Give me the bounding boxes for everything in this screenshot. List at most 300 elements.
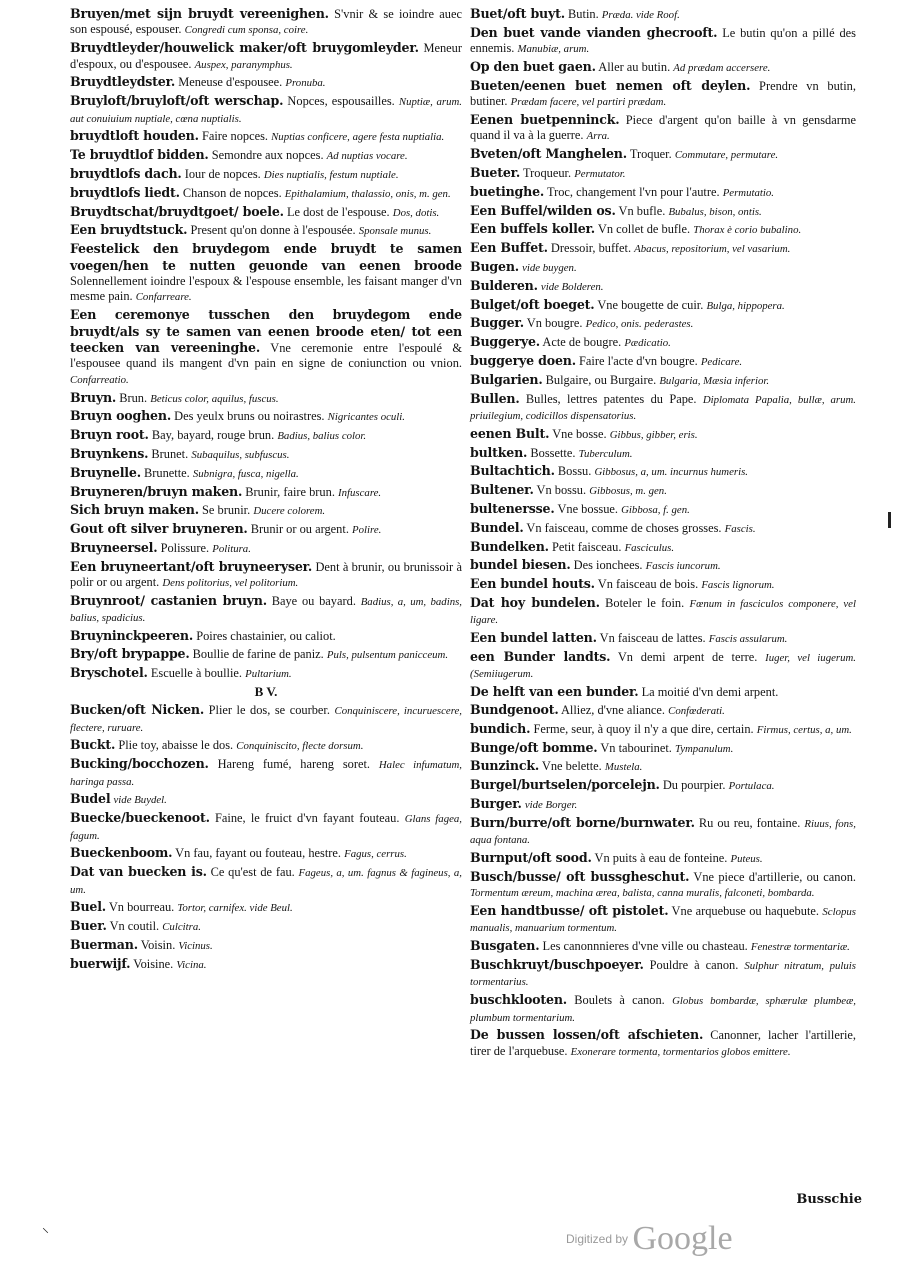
latin-gloss: Commutare, permutare. <box>674 149 779 162</box>
french-gloss: Vne bossue. <box>557 501 619 516</box>
dictionary-entry <box>70 791 462 808</box>
french-gloss: Canonner, lacher l'artillerie, tirer de l'arquebuse. <box>470 1028 856 1058</box>
french-gloss: Meneuse d'espousee. <box>178 75 283 90</box>
latin-gloss: Tortor, carnifex. vide Beul. <box>177 902 293 915</box>
french-gloss: Bulgaire, ou Burgaire. <box>545 372 657 387</box>
dictionary-entry <box>70 937 462 954</box>
french-gloss: Vn bougre. <box>526 316 583 331</box>
french-gloss: Ce qu'est de fau. <box>210 865 295 880</box>
latin-gloss: Nuptias conficere, agere festa nuptialia. <box>271 131 445 144</box>
headword: Buer. <box>70 918 107 934</box>
french-gloss: Les canonnnieres d'vne ville ou chasteau. <box>542 939 748 954</box>
french-gloss: Semondre aux nopces. <box>211 148 324 163</box>
latin-gloss: Firmus, certus, a, um. <box>756 723 852 736</box>
latin-gloss: Glans fagea, fagum. <box>70 813 462 842</box>
french-gloss: Se brunir. <box>202 503 251 518</box>
french-gloss: Du pourpier. <box>662 778 726 793</box>
french-gloss: Piece d'argent qu'on baille à vn gensdarme quand il va à la guerre. <box>470 113 856 143</box>
headword: Bucken/oft Nicken. <box>70 702 205 718</box>
latin-gloss: Conquiniscito, flecte dorsum. <box>236 740 364 753</box>
headword: Bugen. <box>470 258 519 274</box>
french-gloss: Bulles, lettres patentes du Pape. <box>525 391 697 406</box>
french-gloss: Pouldre à canon. <box>649 957 739 972</box>
dictionary-entry <box>470 721 856 738</box>
french-gloss: Brunir or ou argent. <box>250 522 349 537</box>
headword: bundich. <box>470 720 531 736</box>
catchword: Busschie <box>796 1192 862 1207</box>
french-gloss: Troc, changement l'vn pour l'autre. <box>546 184 720 199</box>
headword: Bundgenoot. <box>470 701 559 717</box>
dictionary-entry <box>470 112 856 145</box>
dictionary-entry <box>470 203 856 220</box>
french-gloss: Des ionchees. <box>573 558 643 573</box>
headword: Bruyn. <box>70 389 117 405</box>
headword: Bruyen/met sijn bruydt vereenighen. <box>70 6 329 21</box>
latin-gloss: Confarreatio. <box>70 373 129 386</box>
latin-gloss: Badius, a, um, badins, balius, spadicius. <box>70 596 462 625</box>
headword: Budel <box>70 791 111 807</box>
headword: Buet/oft buyt. <box>470 6 565 21</box>
latin-gloss: Thorax è corio bubalino. <box>693 224 802 237</box>
latin-gloss: Congredi cum sponsa, coire. <box>184 24 309 37</box>
dictionary-entry <box>70 166 462 183</box>
latin-gloss: Abacus, repositorium, vel vasarium. <box>634 243 791 256</box>
french-gloss: Faire nopces. <box>201 129 268 144</box>
french-gloss: Vn bufle. <box>618 203 666 218</box>
headword: Burger. <box>470 795 522 811</box>
french-gloss: Boteler le foin. <box>605 595 685 610</box>
dictionary-entry <box>470 372 856 389</box>
french-gloss: Polissure. <box>160 541 210 555</box>
dictionary-entry <box>70 427 462 444</box>
latin-gloss: Prædam facere, vel partiri prædam. <box>510 96 667 109</box>
latin-gloss: Infuscare. <box>338 486 382 499</box>
latin-gloss: Pedicare. <box>700 355 743 368</box>
dictionary-entry <box>70 465 462 482</box>
french-gloss: Vn fau, fayant ou fouteau, hestre. <box>175 846 342 861</box>
headword: bruydtlofs liedt. <box>70 184 180 200</box>
french-gloss: Vn bourreau. <box>108 900 175 915</box>
dictionary-entry <box>470 777 856 794</box>
latin-gloss: Diplomata Papalia, bullæ, arum. priuilegium, codicillos dispensatorius. <box>470 393 856 422</box>
french-gloss: Hareng fumé, hareng soret. <box>217 757 371 772</box>
latin-gloss: Pedico, onis. pederastes. <box>585 318 694 331</box>
dictionary-entry <box>70 899 462 916</box>
latin-gloss: Puteus. <box>730 852 763 865</box>
latin-gloss: Ducere colorem. <box>253 505 326 518</box>
headword: Bulgarien. <box>470 371 543 387</box>
dictionary-entry <box>70 40 462 73</box>
french-gloss: Faire l'acte d'vn bougre. <box>579 353 698 368</box>
french-gloss: Vn faisceau de bois. <box>597 577 699 592</box>
french-gloss: Voisine. <box>133 956 174 971</box>
latin-gloss: Dens politorius, vel politorium. <box>162 577 299 590</box>
french-gloss: Present qu'on donne à l'espousée. <box>190 223 356 238</box>
headword: Bruyloft/bruyloft/oft werschap. <box>70 93 284 109</box>
french-gloss: Prendre vn butin, butiner. <box>470 78 856 109</box>
dictionary-entry <box>470 649 856 683</box>
dictionary-entry <box>70 702 462 736</box>
dictionary-entry <box>70 6 462 39</box>
latin-gloss: Tympanulum. <box>675 742 734 755</box>
dictionary-entry <box>470 595 856 629</box>
dictionary-entry <box>470 278 856 295</box>
dictionary-entry <box>470 740 856 757</box>
french-gloss: Bay, bayard, rouge brun. <box>151 428 275 443</box>
headword: Bruydtleydster. <box>70 74 176 90</box>
headword: Sich bruyn maken. <box>70 502 199 518</box>
headword: buerwijf. <box>70 955 131 971</box>
dictionary-entry <box>470 259 856 276</box>
french-gloss: Ferme, seur, à quoy il n'y a que dire, certain. <box>533 721 754 736</box>
french-gloss: Vn puits à eau de fonteine. <box>594 850 728 865</box>
dictionary-entry <box>70 446 462 463</box>
latin-gloss: Dos, dotis. <box>392 206 440 219</box>
french-gloss: Vn demi arpent de terre. <box>617 649 758 664</box>
dictionary-entry <box>70 956 462 973</box>
french-gloss: Vne arquebuse ou haquebute. <box>671 903 819 918</box>
dictionary-entry <box>70 128 462 145</box>
dictionary-entry <box>470 315 856 332</box>
french-gloss: Nopces, espousailles. <box>287 94 395 109</box>
dictionary-entry <box>70 593 462 627</box>
headword: Bruynelle. <box>70 464 141 480</box>
latin-gloss: Gibbosus, a, um. incurnus humeris. <box>594 466 748 479</box>
latin-gloss: Pronuba. <box>285 77 326 90</box>
latin-gloss: vide Buydel. <box>113 794 167 807</box>
dictionary-entry <box>70 93 462 127</box>
headword: Buschkruyt/buschpoeyer. <box>470 956 644 972</box>
dictionary-entry <box>470 146 856 163</box>
latin-gloss: Epithalamium, thalassio, onis, m. gen. <box>284 187 451 200</box>
headword: buschklooten. <box>470 992 567 1008</box>
latin-gloss: Badius, balius color. <box>277 430 367 443</box>
dictionary-entry <box>70 540 462 557</box>
headword: Een bruyneertant/oft bruyneeryser. <box>70 558 313 574</box>
headword: De bussen lossen/oft afschieten. <box>470 1027 704 1043</box>
latin-gloss: Nigricantes oculi. <box>327 411 405 424</box>
dictionary-entry <box>470 297 856 314</box>
dictionary-entry <box>470 630 856 647</box>
headword: Buckt. <box>70 737 116 753</box>
french-gloss: Chanson de nopces. <box>182 185 282 200</box>
latin-gloss: Fœnum in fasciculos componere, vel ligare. <box>470 597 856 627</box>
dictionary-entry <box>70 756 462 790</box>
french-gloss: S'vnir & se ioindre auec son espousé, espouser. <box>70 7 462 37</box>
dictionary-entry <box>70 559 462 592</box>
latin-gloss: Præda. vide Roof. <box>601 9 680 21</box>
dictionary-entry <box>470 684 856 700</box>
latin-gloss: Puls, pulsentum panicceum. <box>326 649 449 661</box>
latin-gloss: Subaquilus, subfuscus. <box>191 449 290 462</box>
dictionary-entry <box>470 445 856 462</box>
latin-gloss: vide Bolderen. <box>540 280 604 293</box>
dictionary-entry <box>470 78 856 111</box>
dictionary-entry <box>470 520 856 537</box>
french-gloss: Vn collet de bufle. <box>597 222 691 237</box>
dictionary-entry <box>470 59 856 76</box>
french-gloss: Boulets à canon. <box>574 993 665 1008</box>
headword: Dat hoy bundelen. <box>470 594 600 610</box>
headword: Een ceremonye tusschen den bruydegom ende bruydt/als sy te samen van eenen broode eten/ tot een teecken van vereeninghe. <box>70 307 462 356</box>
french-gloss: Faine, le fruict d'vn fayant fouteau. <box>214 811 400 826</box>
headword: Burnput/oft sood. <box>470 849 592 865</box>
digitized-by-label: Digitized by <box>566 1232 629 1246</box>
headword: Bruynroot/ castanien bruyn. <box>70 593 267 608</box>
headword: Bruynkens. <box>70 446 149 462</box>
dictionary-entry <box>470 796 856 813</box>
headword: Buecke/bueckenoot. <box>70 810 210 826</box>
latin-gloss: Portulaca. <box>728 780 775 793</box>
french-gloss: Aller au butin. <box>598 60 671 74</box>
headword: bruydtlofs dach. <box>70 166 182 181</box>
latin-gloss: vide Borger. <box>524 798 578 811</box>
headword: Bultachtich. <box>470 463 555 479</box>
headword: bundel biesen. <box>470 557 571 573</box>
dictionary-entry <box>470 758 856 775</box>
latin-gloss: Beticus color, aquilus, fuscus. <box>150 392 279 405</box>
latin-gloss: Iuger, vel iugerum. (Semiiugerum. <box>470 651 856 681</box>
headword: Bueckenboom. <box>70 845 173 861</box>
dictionary-entry <box>70 845 462 862</box>
latin-gloss: Fascis. <box>724 522 756 535</box>
french-gloss: Alliez, d'vne aliance. <box>560 702 666 717</box>
latin-gloss: Conquiniscere, incuruescere, flectere, ruruare. <box>70 705 462 734</box>
dictionary-entry <box>470 221 856 238</box>
headword: Den buet vande vianden ghecrooft. <box>470 24 718 40</box>
french-gloss: Plier le dos, se courber. <box>208 703 330 718</box>
latin-gloss: Fascis lignorum. <box>701 579 775 592</box>
dictionary-entry <box>470 334 856 351</box>
latin-gloss: Pædicatio. <box>624 337 671 350</box>
headword: Een bundel latten. <box>470 630 597 646</box>
latin-gloss: Dies nuptialis, festum nuptiale. <box>263 169 399 181</box>
headword: Bry/oft brypappe. <box>70 646 190 661</box>
latin-gloss: Fasciculus. <box>624 541 675 554</box>
dictionary-entry <box>70 810 462 844</box>
headword: Een buffels koller. <box>470 221 595 237</box>
latin-gloss: Fenestræ tormentariæ. <box>750 941 850 954</box>
headword: Een bruydtstuck. <box>70 222 188 238</box>
french-gloss: Vne belette. <box>541 759 602 774</box>
headword: Bulget/oft boeget. <box>470 296 595 312</box>
headword: een Bunder landts. <box>470 648 611 664</box>
latin-gloss: Halec infumatum, haringa passa. <box>70 759 462 788</box>
latin-gloss: Tormentum æreum, machina ærea, balista, canna muralis, falconeti, bombarda. <box>470 887 815 900</box>
latin-gloss: Permutator. <box>574 168 626 180</box>
margin-mark-icon <box>888 512 891 528</box>
right-column <box>470 6 856 1062</box>
headword: Bueter. <box>470 165 521 180</box>
latin-gloss: Mustela. <box>604 761 643 774</box>
french-gloss: Le butin qu'on a pillé des ennemis. <box>470 25 856 56</box>
headword: Bulderen. <box>470 277 538 293</box>
dictionary-entry <box>470 938 856 955</box>
latin-gloss: Culcitra. <box>162 921 201 934</box>
french-gloss: Baye ou bayard. <box>271 594 356 608</box>
french-gloss: Voisin. <box>140 938 176 952</box>
french-gloss: Brunet. <box>151 447 189 462</box>
dictionary-entry <box>70 484 462 501</box>
french-gloss: Vne ceremonie entre l'espoulé & l'espousee quand ils mangent d'vn pain en signe de coniunction ou vnion. <box>70 341 463 371</box>
dictionary-entry <box>470 1027 856 1060</box>
headword: Eenen buetpenninck. <box>470 112 620 127</box>
french-gloss: Brunir, faire brun. <box>245 484 335 499</box>
dictionary-entry <box>70 502 462 519</box>
latin-gloss: Riuus, fons, aqua fontana. <box>470 817 856 847</box>
headword: Bundelken. <box>470 538 549 554</box>
french-gloss: Dressoir, buffet. <box>550 241 632 256</box>
dictionary-entry <box>470 463 856 480</box>
dictionary-entry <box>470 850 856 867</box>
latin-gloss: Permutatio. <box>722 186 774 199</box>
latin-gloss: Bulgaria, Mæsia inferior. <box>659 374 770 387</box>
latin-gloss: Vicina. <box>176 958 207 971</box>
dictionary-entry <box>470 557 856 574</box>
headword: Bullen. <box>470 390 520 406</box>
latin-gloss: Nuptiæ, arum. aut conuiuium nuptiale, cœna nuptialis. <box>70 96 462 125</box>
headword: Buggerye. <box>470 334 540 350</box>
dictionary-entry <box>470 576 856 593</box>
french-gloss: Vn tabourinet. <box>600 740 672 755</box>
french-gloss: Vn coutil. <box>109 919 160 934</box>
dictionary-entry <box>70 646 462 663</box>
latin-gloss: vide buygen. <box>522 261 577 274</box>
headword: Busch/busse/ oft bussgheschut. <box>470 868 690 884</box>
latin-gloss: Sponsale munus. <box>358 225 432 238</box>
headword: Feestelick den bruydegom ende bruydt te samen voegen/hen te nutten geuonde van eenen broode <box>70 241 462 273</box>
headword: Bruydtleyder/houwelick maker/oft bruygomleyder. <box>70 40 419 56</box>
latin-gloss: Confœderati. <box>668 704 725 717</box>
headword: Buel. <box>70 899 106 915</box>
dictionary-entry <box>470 903 856 937</box>
latin-gloss: Fageus, a, um. fagnus & fagineus, a, um. <box>70 867 462 896</box>
latin-gloss: Manubiæ, arum. <box>517 43 590 56</box>
headword: Dat van buecken is. <box>70 864 207 880</box>
dictionary-entry <box>470 6 856 23</box>
french-gloss: Boullie de farine de paniz. <box>192 647 324 661</box>
headword: bultken. <box>470 444 528 460</box>
french-gloss: Vne bosse. <box>552 426 607 441</box>
headword: Buerman. <box>70 937 138 952</box>
headword: Gout oft silver bruyneren. <box>70 521 248 537</box>
headword: Burgel/burtselen/porcelejn. <box>470 777 660 793</box>
dictionary-entry <box>70 307 462 388</box>
headword: Bveten/oft Manghelen. <box>470 146 627 162</box>
french-gloss: Butin. <box>568 7 599 21</box>
dictionary-entry <box>470 25 856 58</box>
dictionary-entry <box>70 74 462 91</box>
french-gloss: La moitié d'vn demi arpent. <box>641 685 779 700</box>
headword: Bruyneren/bruyn maken. <box>70 483 243 499</box>
french-gloss: Vn faisceau, comme de choses grosses. <box>526 520 722 535</box>
french-gloss: Plie toy, abaisse le dos. <box>118 738 234 753</box>
french-gloss: Solennellement ioindre l'espoux & l'espouse ensemble, les faisant manger d'vn mesme pain. <box>70 274 462 304</box>
latin-gloss: Politura. <box>212 543 251 555</box>
dictionary-entry <box>70 185 462 202</box>
headword: Bryschotel. <box>70 664 148 680</box>
dictionary-entry <box>470 482 856 499</box>
dictionary-entry <box>470 165 856 182</box>
headword: eenen Bult. <box>470 425 550 441</box>
left-column <box>70 6 462 975</box>
french-gloss: Vne bougette de cuir. <box>597 297 704 312</box>
headword: Bruyninckpeeren. <box>70 628 194 644</box>
latin-gloss: Fascis iuncorum. <box>645 560 721 573</box>
headword: buggerye doen. <box>470 352 576 368</box>
dictionary-entry <box>70 737 462 754</box>
french-gloss: Le dost de l'espouse. <box>286 204 390 219</box>
dictionary-entry <box>470 992 856 1026</box>
french-gloss: Bossette. <box>530 445 576 460</box>
dictionary-entry <box>70 521 462 538</box>
latin-gloss: Pultarium. <box>245 667 292 680</box>
french-gloss: Troqueur. <box>522 166 572 180</box>
headword: Op den buet gaen. <box>470 59 596 74</box>
dictionary-entry <box>70 204 462 221</box>
french-gloss: Bossu. <box>557 464 592 479</box>
headword: Bunzinck. <box>470 758 540 774</box>
headword: Te bruydtlof bidden. <box>70 147 209 163</box>
dictionary-entry <box>470 501 856 518</box>
latin-gloss: Arra. <box>586 130 610 143</box>
headword: bruydtloft houden. <box>70 128 199 144</box>
dictionary-entry <box>70 918 462 935</box>
french-gloss: Meneur d'espoux, ou d'espousee. <box>70 41 462 71</box>
latin-gloss: Confarreare. <box>135 291 192 304</box>
headword: Bunge/oft bomme. <box>470 739 598 755</box>
headword: Busgaten. <box>470 938 540 954</box>
dictionary-entry <box>70 408 462 425</box>
french-gloss: Acte de bougre. <box>542 335 622 350</box>
french-gloss: Brun. <box>119 390 148 405</box>
dictionary-entry <box>70 241 462 306</box>
french-gloss: Iour de nopces. <box>184 167 261 181</box>
latin-gloss: Auspex, paranymphus. <box>194 58 293 71</box>
latin-gloss: Tuberculum. <box>578 447 633 460</box>
headword: Bruyn ooghen. <box>70 408 172 424</box>
headword: Bruyn root. <box>70 427 149 443</box>
headword: Een Buffet. <box>470 240 548 256</box>
dictionary-entry <box>470 957 856 991</box>
headword: Bugger. <box>470 315 524 331</box>
french-gloss: Brunette. <box>144 465 190 480</box>
latin-gloss: Fagus, cerrus. <box>344 848 407 861</box>
dictionary-entry <box>470 869 856 902</box>
section-heading: B V. <box>254 684 278 700</box>
latin-gloss: Ad nuptias vocare. <box>326 150 408 163</box>
french-gloss: Vne piece d'artillerie, ou canon. <box>693 869 856 884</box>
latin-gloss: Gibbosa, f. gen. <box>621 503 690 516</box>
dictionary-entry <box>70 147 462 164</box>
latin-gloss: Fascis assularum. <box>708 633 788 646</box>
headword: De helft van een bunder. <box>470 684 639 700</box>
headword: Een handtbusse/ oft pistolet. <box>470 902 669 918</box>
dictionary-entry <box>470 426 856 443</box>
french-gloss: Troquer. <box>629 147 672 162</box>
dictionary-entry <box>70 390 462 407</box>
latin-gloss: Bulga, hippopera. <box>706 299 785 312</box>
headword: Bundel. <box>470 519 524 535</box>
dictionary-entry <box>470 702 856 719</box>
dictionary-entry <box>470 815 856 849</box>
latin-gloss: Polire. <box>352 524 382 537</box>
headword: buetinghe. <box>470 183 545 199</box>
headword: Bruyneersel. <box>70 540 158 555</box>
french-gloss: Vn faisceau de lattes. <box>599 631 706 646</box>
dictionary-entry <box>70 628 462 644</box>
french-gloss: Ru ou reu, fontaine. <box>698 815 801 830</box>
